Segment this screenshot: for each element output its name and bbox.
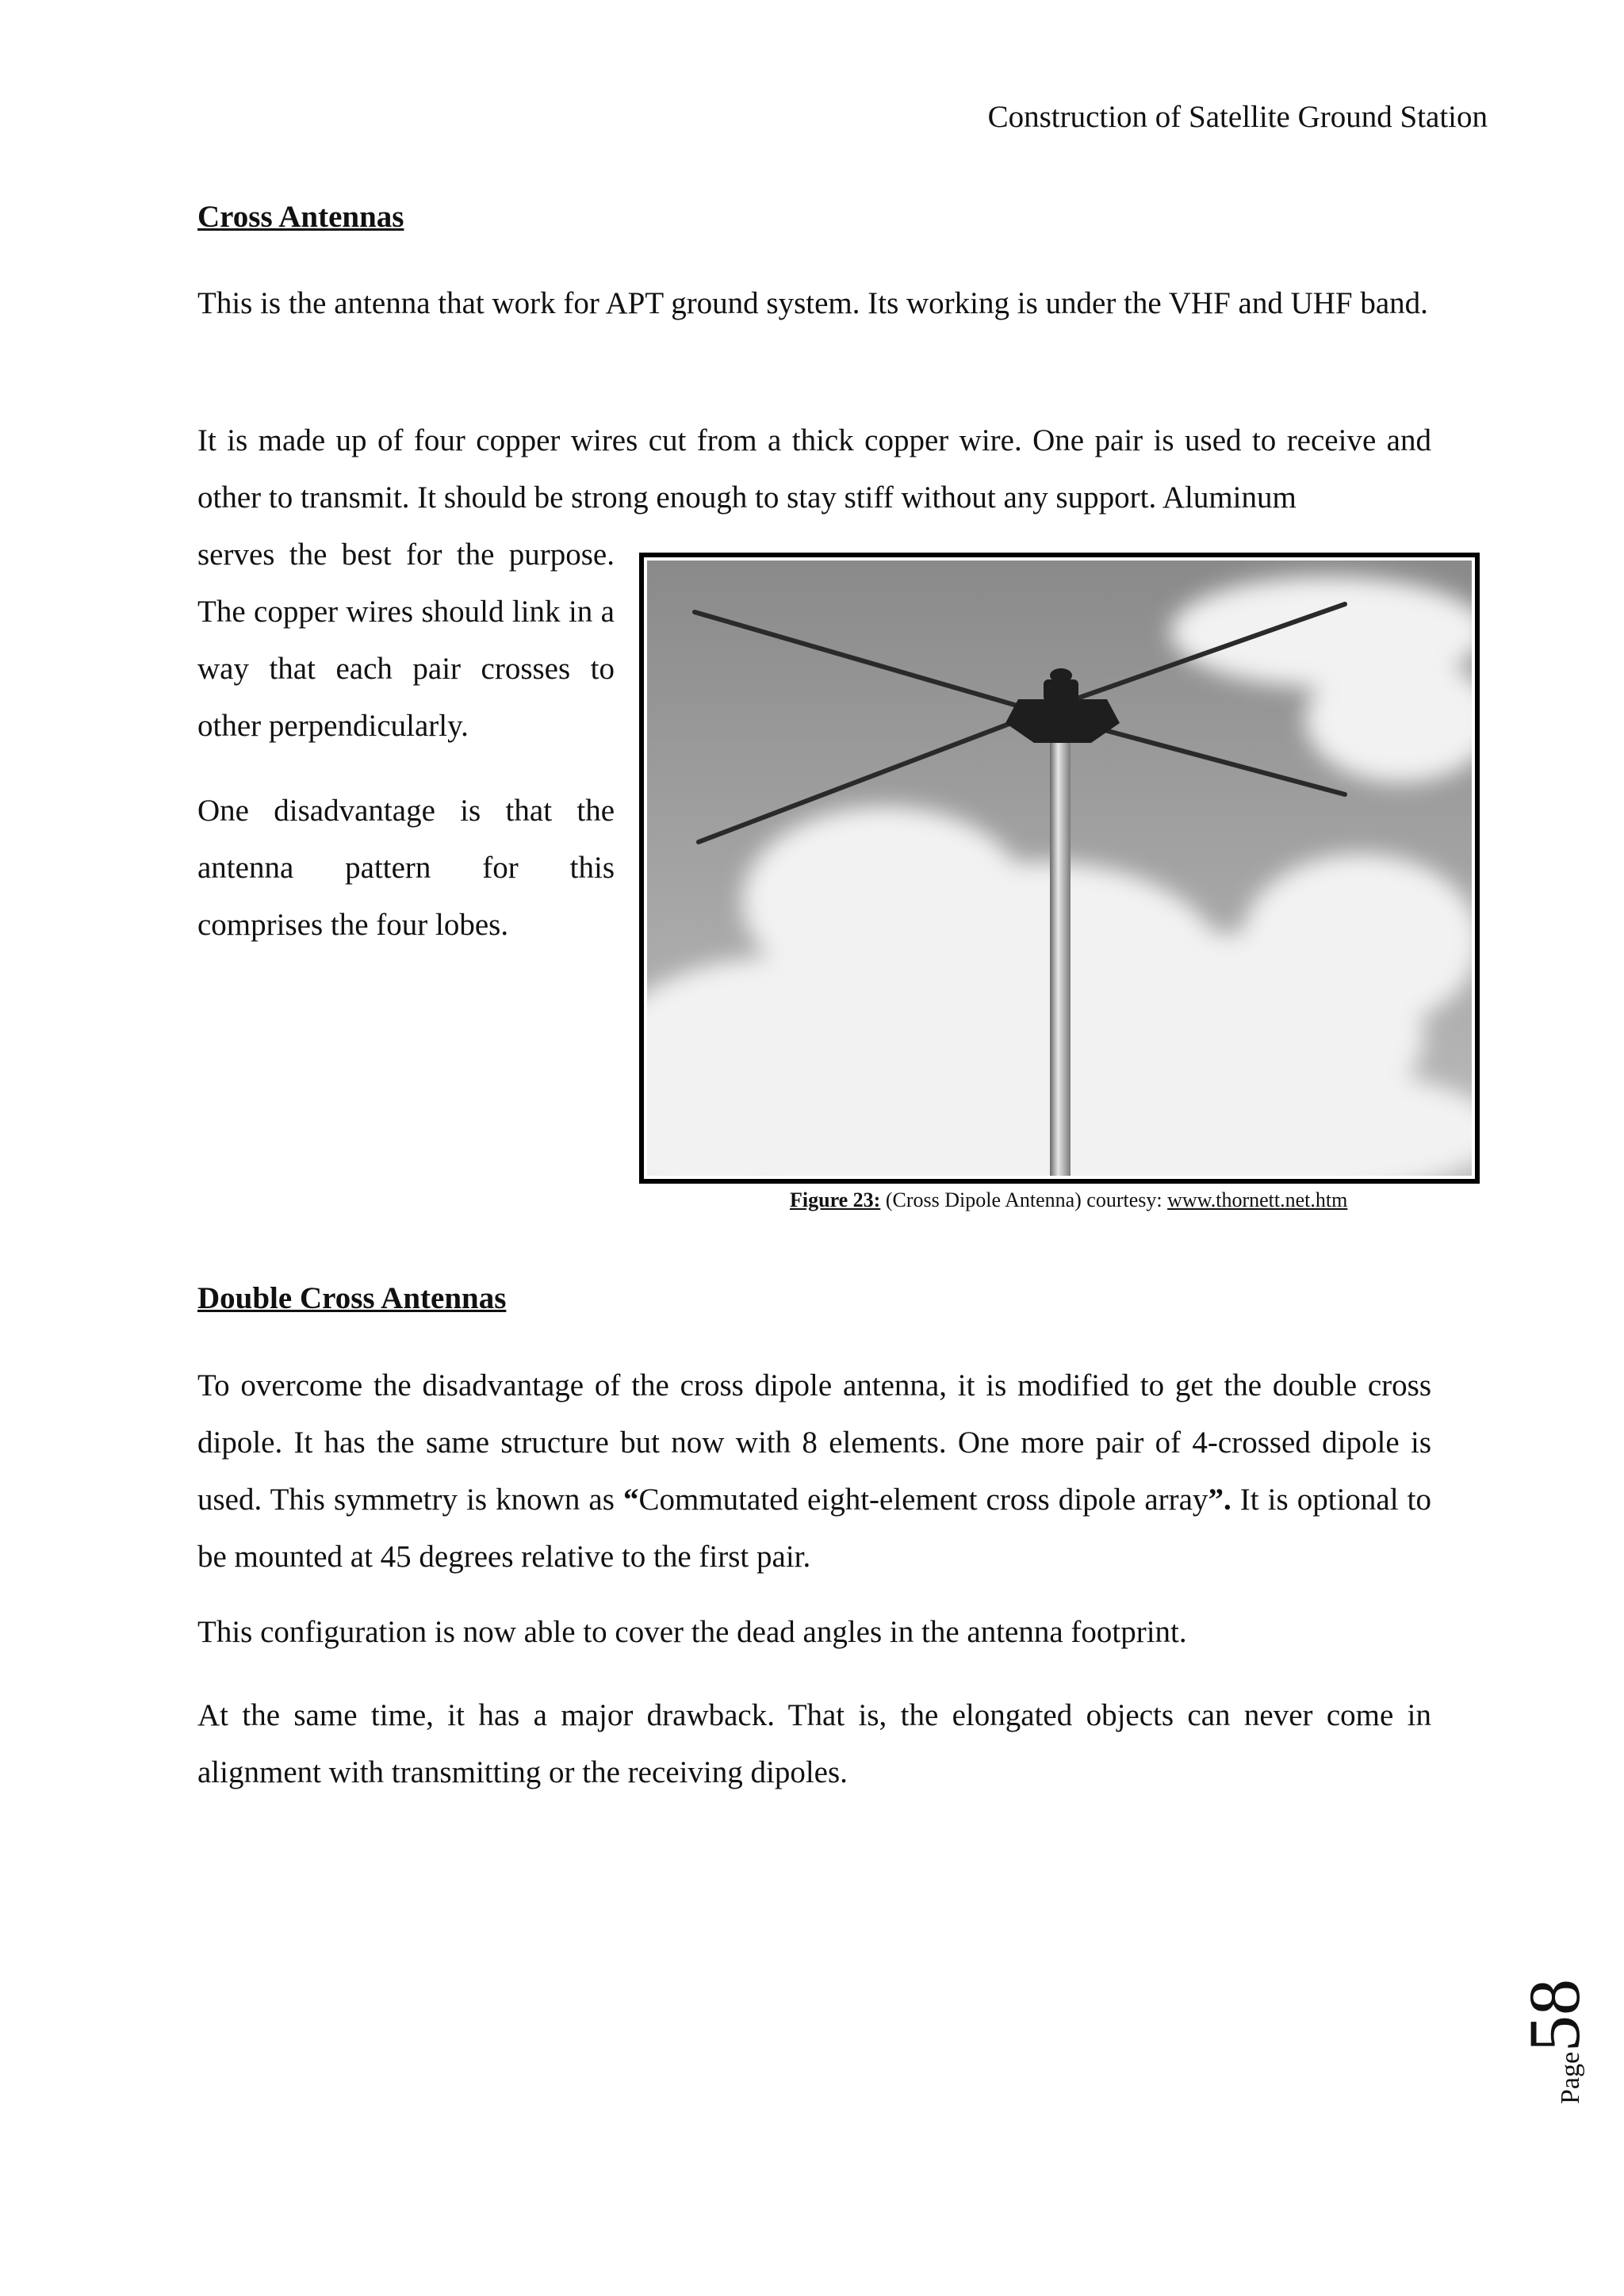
close-quote: ”. xyxy=(1208,1483,1231,1517)
section-heading-cross-antennas: Cross Antennas xyxy=(197,200,404,234)
paragraph-double-cross-text-b: It is optional to be mounted at 45 degrees relative to the first pair. xyxy=(197,1483,1431,1574)
paragraph-double-cross-intro xyxy=(197,1357,1431,1586)
figure-caption xyxy=(790,1184,1347,1216)
running-header: Construction of Satellite Ground Station xyxy=(987,100,1488,134)
paragraph-copper-wires: It is made up of four copper wires cut from a thick copper wire. One pair is used to receive and other to transmit. It should be strong enough to stay stiff without any support. Aluminum xyxy=(197,423,1431,515)
figure-cross-dipole-antenna xyxy=(639,553,1480,1184)
page-number-value: 58 xyxy=(1514,1978,1595,2052)
section-heading-double-cross-antennas: Double Cross Antennas xyxy=(197,1281,507,1315)
paragraph-double-cross-text-a: To overcome the disadvantage of the cross dipole antenna, it is modified to get the double cross dipole. It has the same structure but now with 8 elements. One more pair of 4-crossed dipole is used. This symmetry is known as xyxy=(197,1368,1431,1517)
page-number xyxy=(1514,1974,1595,2109)
page-word: Page xyxy=(1556,2051,1585,2105)
figure-caption-text: (Cross Dipole Antenna) courtesy: xyxy=(880,1188,1168,1211)
paragraph-apt-intro: This is the antenna that work for APT ground system. Its working is under the VHF and UHF band. xyxy=(197,286,1428,320)
open-quote: “ xyxy=(623,1483,639,1517)
paragraph-drawback: At the same time, it has a major drawback. That is, the elongated objects can never come in alignment with transmitting or the receiving dipoles. xyxy=(197,1698,1431,1789)
paragraph-disadvantage: One disadvantage is that the antenna pattern for this comprises the four lobes. xyxy=(197,794,615,942)
quoted-array-name: Commutated eight-element cross dipole array xyxy=(638,1483,1208,1517)
paragraph-dead-angles: This configuration is now able to cover the dead angles in the antenna footprint. xyxy=(197,1615,1187,1649)
paragraph-copper-wires-continued: serves the best for the purpose. The copper wires should link in a way that each pair crosses to other perpendicularly. xyxy=(197,538,615,743)
figure-label: Figure 23: xyxy=(790,1188,881,1211)
antenna-photo xyxy=(647,561,1472,1176)
antenna-mast xyxy=(1050,731,1071,1176)
figure-source-link[interactable]: www.thornett.net.htm xyxy=(1167,1188,1348,1211)
